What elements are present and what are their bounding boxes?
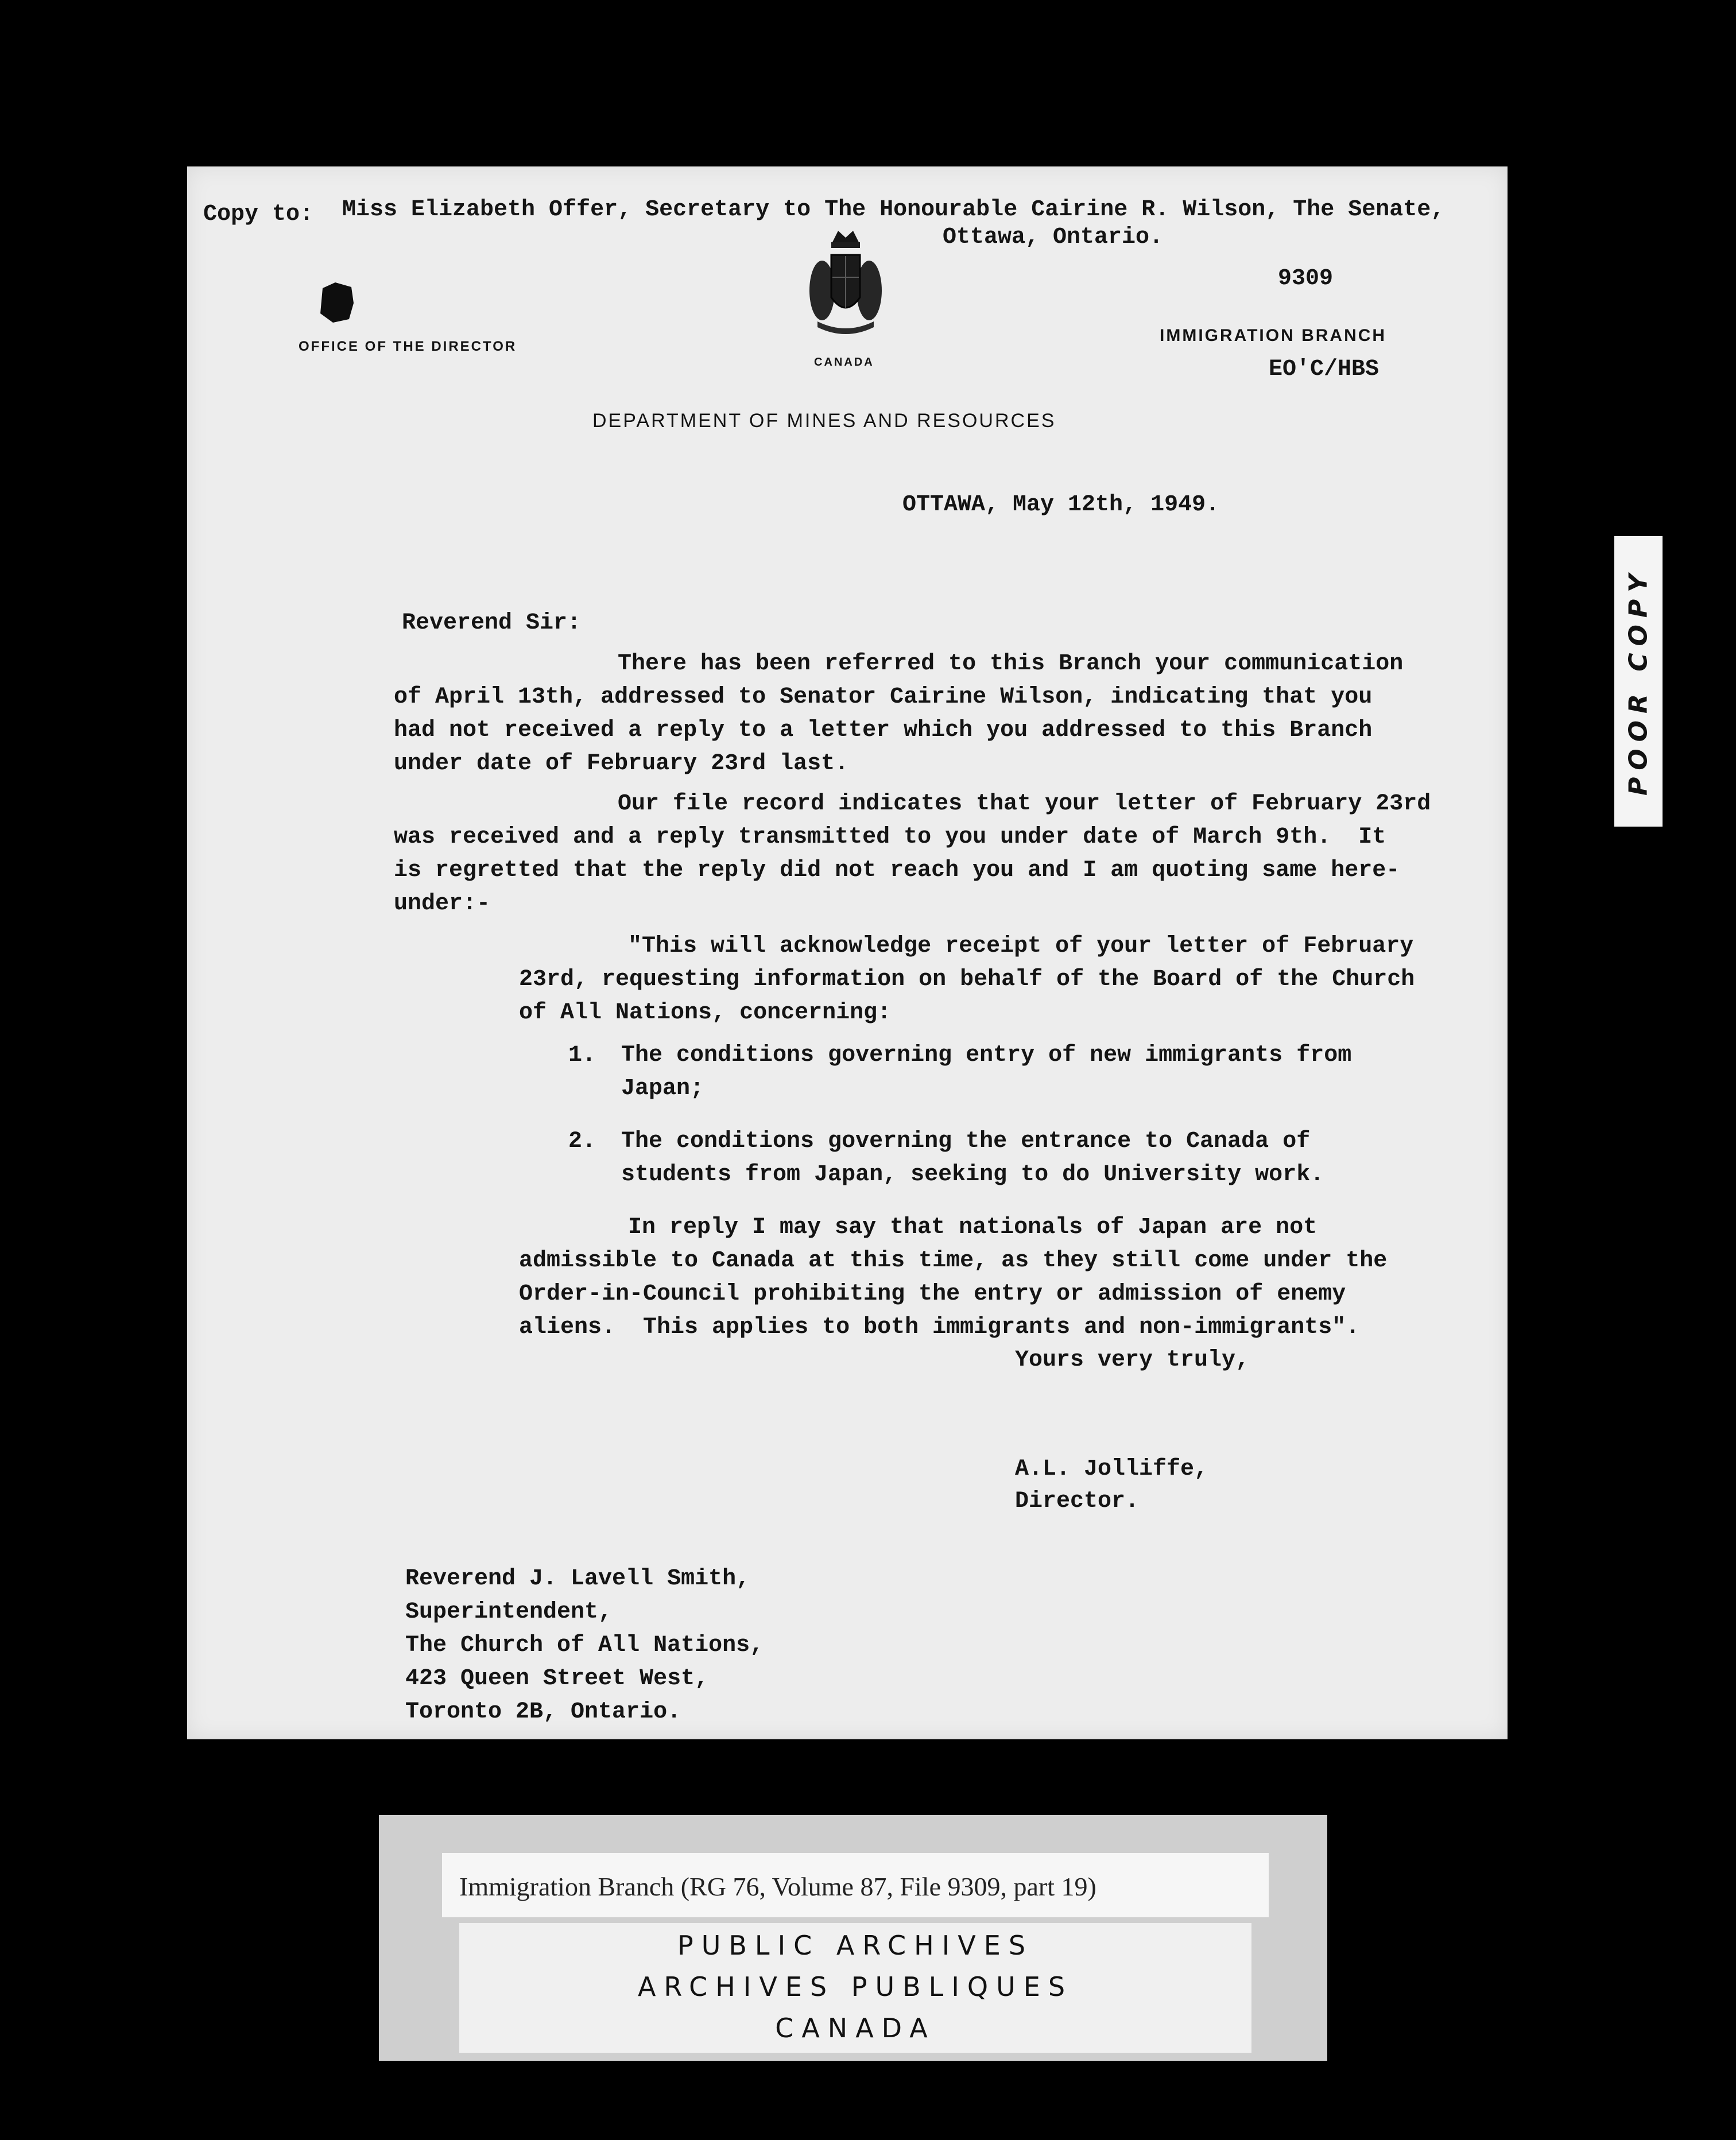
copy-to-recipient: Miss Elizabeth Offer, Secretary to The Honourable Cairine R. Wilson, The Senate, [342,197,1445,223]
addressee-block [405,1563,1485,1729]
paragraph-referral [394,648,1473,781]
text-line: 423 Queen Street West, [405,1666,709,1692]
text-line: The conditions governing the entrance to Canada of [621,1129,1311,1154]
text-line: admissible to Canada at this time, as they still come under the [519,1248,1388,1274]
text-line: of All Nations, concerning: [519,1000,892,1026]
text-line: Reverend J. Lavell Smith, [405,1566,750,1592]
archive-reference: Immigration Branch (RG 76, Volume 87, File 9309, part 19) [459,1872,1096,1901]
stamp-line: ARCHIVES PUBLIQUES [637,1971,1074,2002]
text-line: under date of February 23rd last. [394,751,849,777]
text-line: In reply I may say that nationals of Japan are not [628,1215,1318,1240]
copy-to-label: Copy to: [203,201,314,227]
reference-initials: EO'C/HBS [1269,356,1380,382]
text-line: Toronto 2B, Ontario. [405,1699,681,1725]
signatory-title: Director. [1015,1488,1140,1514]
text-line: under:- [394,891,491,917]
text-line: Order-in-Council prohibiting the entry or admission of enemy [519,1281,1346,1307]
quote-reply [519,1211,1598,1344]
text-line: "This will acknowledge receipt of your letter of February [628,933,1414,959]
file-number: 9309 [1278,266,1334,292]
closing: Yours very truly, [1015,1347,1250,1373]
poor-copy-stamp [1614,536,1663,827]
text-line: Superintendent, [405,1599,613,1625]
office-of-the-director: OFFICE OF THE DIRECTOR [299,339,517,354]
signatory-name: A.L. Jolliffe, [1015,1456,1208,1482]
text-line: Our file record indicates that your letter of February 23rd [618,791,1431,817]
salutation: Reverend Sir: [402,610,582,636]
list-item-2 [568,1125,1648,1192]
text-line: is regretted that the reply did not reach you and I am quoting same here- [394,858,1400,883]
letter-page [187,166,1508,1739]
archive-reference-tape [442,1853,1269,1917]
text-line: There has been referred to this Branch your communication [618,651,1404,677]
text-line: students from Japan, seeking to do University work. [621,1162,1324,1188]
immigration-branch-heading: IMMIGRATION BRANCH [1160,326,1387,345]
text-line: The Church of All Nations, [405,1633,764,1658]
list-number: 2. [568,1129,596,1154]
text-line: aliens. This applies to both immigrants and non-immigrants". [519,1315,1360,1340]
paragraph-file-record [394,788,1473,921]
text-line: of April 13th, addressed to Senator Cairine Wilson, indicating that you [394,684,1373,710]
text-line: was received and a reply transmitted to you under date of March 9th. It [394,824,1386,850]
archive-label [379,1815,1327,2061]
canada-coat-of-arms-icon [803,223,889,343]
quote-intro [519,930,1598,1030]
ink-blot [318,281,356,324]
poor-copy-text: POOR COPY [1623,567,1653,796]
list-item-1 [568,1039,1648,1106]
text-line: Japan; [621,1076,704,1102]
text-line: 23rd, requesting information on behalf of the Board of the Church [519,967,1415,993]
department-name: DEPARTMENT OF MINES AND RESOURCES [592,410,1056,432]
text-line: The conditions governing entry of new immigrants from [621,1042,1352,1068]
copy-to-address: Ottawa, Ontario. [943,224,1164,250]
list-number: 1. [568,1042,596,1068]
text-line: had not received a reply to a letter which you addressed to this Branch [394,718,1373,743]
date-line: OTTAWA, May 12th, 1949. [902,492,1220,518]
stamp-line: CANADA [775,2013,936,2044]
public-archives-stamp [459,1923,1251,2053]
crest-caption: CANADA [814,356,874,369]
stamp-line: PUBLIC ARCHIVES [677,1930,1034,1961]
